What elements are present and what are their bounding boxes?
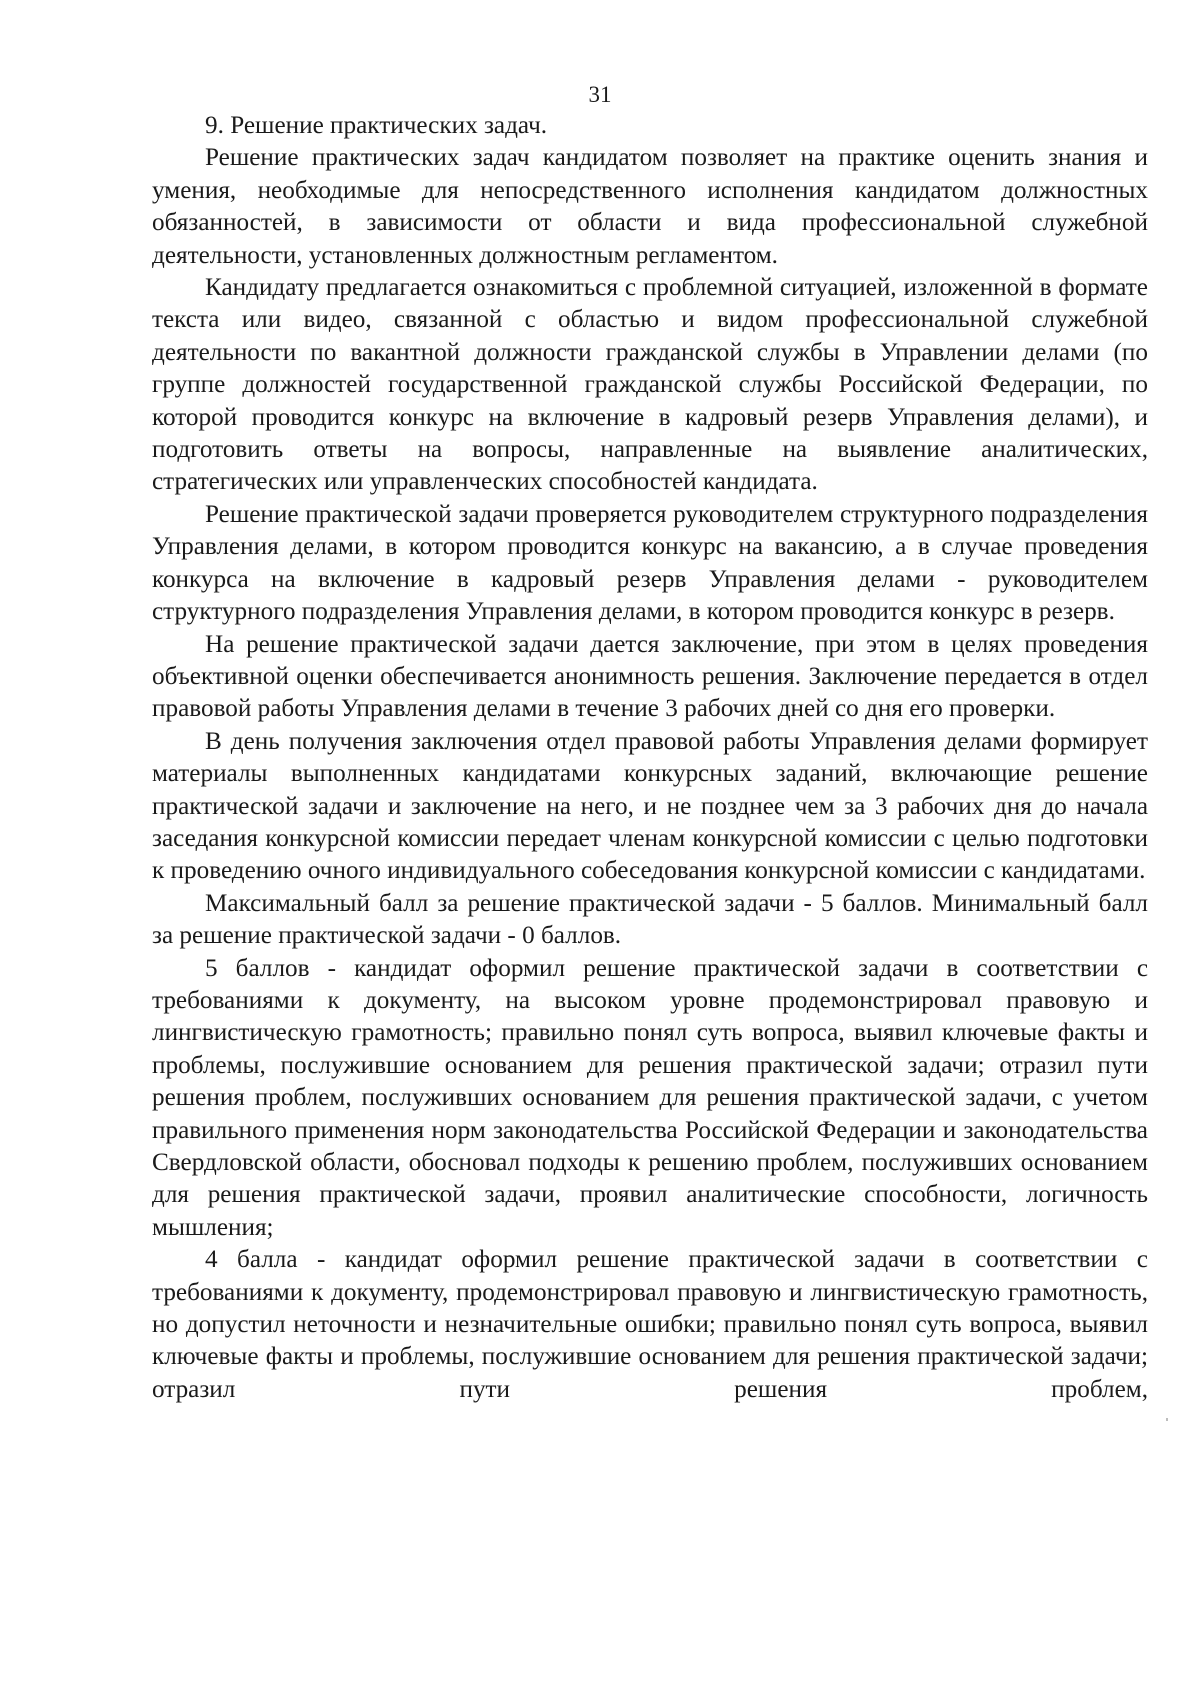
paragraph: На решение практической задачи дается заключение, при этом в целях проведения объективной оценки обеспечивается анонимность решения. Заключение передается в отдел правовой работы Управления делами в течение 3 рабочих дней со дня его проверки. (152, 630, 1148, 723)
scan-artifact (1166, 1418, 1168, 1421)
paragraph: 4 балла - кандидат оформил решение практической задачи в соответствии с требованиями к документу, продемонстрировал правовую и лингвистическую грамотность, но допустил неточности и незначительные ошибки; правильно понял суть вопроса, выявил ключевые факты и проблемы, послужившие основанием для решения практической задачи; отразил пути решения проблем, (152, 1246, 1148, 1403)
paragraph: Максимальный балл за решение практической задачи - 5 баллов. Минимальный балл за решение практической задачи - 0 баллов. (152, 889, 1148, 950)
document-body (152, 110, 1148, 1406)
page-number: 31 (588, 82, 612, 107)
paragraph: 5 баллов - кандидат оформил решение практической задачи в соответствии с требованиями к документу, на высоком уровне продемонстрировал правовую и лингвистическую грамотность; правильно понял суть вопроса, выявил ключевые факты и проблемы, послужившие основанием для решения практической задачи; отразил пути решения проблем, послуживших основанием для решения практической задачи, с учетом правильного применения норм законодательства Российской Федерации и законодательства Свердловской области, обосновал подходы к решению проблем, послуживших основанием для решения практической задачи, проявил аналитические способности, логичность мышления; (152, 954, 1148, 1241)
section-heading: 9. Решение практических задач. (205, 112, 548, 139)
paragraph: Решение практических задач кандидатом позволяет на практике оценить знания и умения, необходимые для непосредственного исполнения кандидатом должностных обязанностей, в зависимости от области и вида профессиональной служебной деятельности, установленных должностным регламентом. (152, 144, 1148, 269)
paragraph: Кандидату предлагается ознакомиться с проблемной ситуацией, изложенной в формате текста или видео, связанной с областью и видом профессиональной служебной деятельности по вакантной должности гражданской службы в Управлении делами (по группе должностей государственной гражданской службы Российской Федерации, по которой проводится конкурс на включение в кадровый резерв Управления делами), и подготовить ответы на вопросы, направленные на выявление аналитических, стратегических или управленческих способностей кандидата. (152, 274, 1148, 496)
paragraph: Решение практической задачи проверяется руководителем структурного подразделения Управления делами, в котором проводится конкурс на вакансию, а в случае проведения конкурса на включение в кадровый резерв Управления делами - руководителем структурного подразделения Управления делами, в котором проводится конкурс в резерв. (152, 500, 1148, 626)
paragraph: В день получения заключения отдел правовой работы Управления делами формирует материалы выполненных кандидатами конкурсных заданий, включающие решение практической задачи и заключение на него, и не позднее чем за 3 рабочих дня до начала заседания конкурсной комиссии передает членам конкурсной комиссии с целью подготовки к проведению очного индивидуального собеседования конкурсной комиссии с кандидатами. (152, 727, 1148, 885)
